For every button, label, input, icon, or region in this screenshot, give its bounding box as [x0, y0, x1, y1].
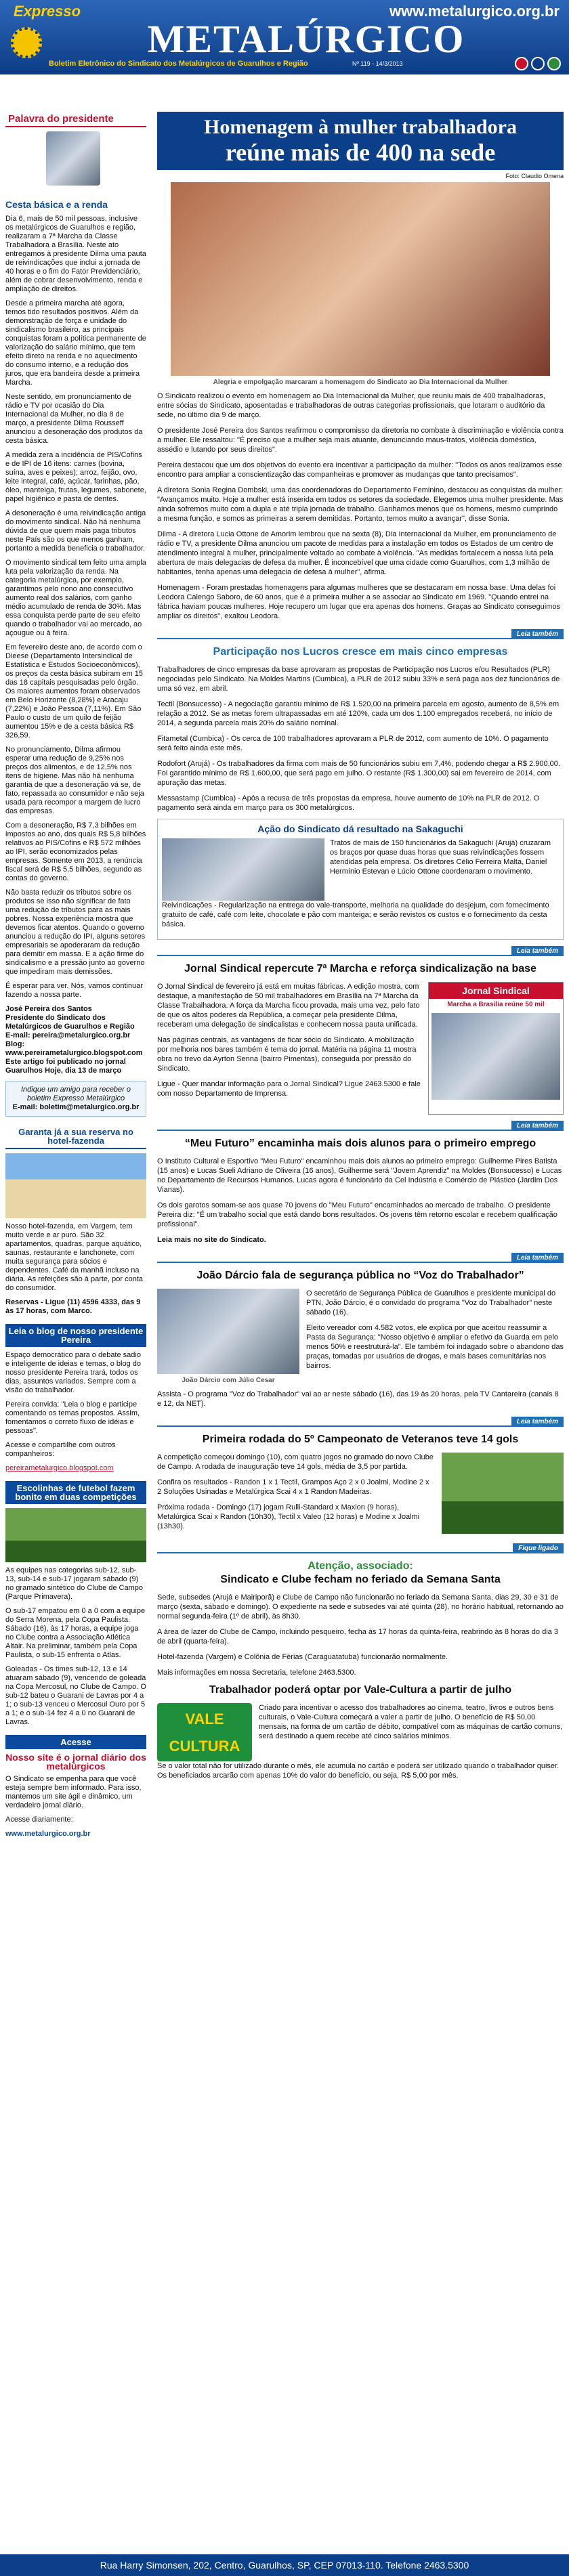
- sakaguchi-photo: [162, 838, 324, 901]
- main-content: [157, 112, 564, 1786]
- leia-tambem-label: Leia também: [511, 629, 564, 639]
- mulher-paragraph: Homenagem - Foram prestadas homenagens para algumas mulheres que se destacaram em nossa base. Uma delas foi Leodora Calengo Saboro, de 60 anos, que é a primeira mulher a se associar ao Sindicato em 1969. "Quando entrei na fábrica haviam poucas mulheres. Hoje recupero um lugar que era apenas dos homens. Graças ao Sindicato conseguimos ampliar os direitos", exaltou Leodora.: [157, 584, 560, 620]
- cesta-title: Cesta básica e a renda: [5, 199, 108, 210]
- mulher-paragraph: Dilma - A diretora Lucia Ottone de Amorim lembrou que na sexta (8), Dia Internacional da Mulher, em pronunciamento de rádio e TV, a presidente Dilma anunciou um pacote de medidas para a instalação em todos os Estados de um centro de atendimento integral à mulher, principalmente voltado ao combate à violência. "As medidas fortalecem a nossa luta pela abertura de mais delegacias de defesa da mulher. É inconcebível que uma cidade como Guarulhos, com 1,3 milhão de habitantes, tenha apenas uma delegacia de defesa à mulher", afirma.: [157, 530, 557, 576]
- sakaguchi-paragraph: Reivindicações - Regularização na entrega do vale-transporte, melhoria na qualidade do desjejum, com fornecimento gratuito de café, café com leite, chocolate e pão com manteiga; e serão revistos os custos e o fornecimento da cesta básica.: [162, 901, 549, 928]
- leia-tambem-label: Leia também: [511, 946, 564, 956]
- seal-icon: [547, 57, 561, 70]
- jornal-paragraph: Ligue - Quer mandar informação para o Jornal Sindical? Ligue 2463.5300 e fale com nosso Departamento de Imprensa.: [157, 1080, 421, 1098]
- cesta-paragraph: No pronunciamento, Dilma afirmou esperar uma redução de 9,25% nos preços dos alimentos, e de 12,5% nos itens de higiene. Mas não há nenhuma garantia de que a desoneração vá se, de fato, repassada ao consumidor e não seja usada para recompor a margem de lucro das empresas.: [5, 746, 144, 815]
- cesta-paragraph: A desoneração é uma reivindicação antiga do movimento sindical. Não há nenhuma dúvida de que quem mais paga tributos neste País são os que menos ganham, portanto a medida beneficia o trabalhador.: [5, 509, 146, 553]
- veteranos-photo: [442, 1453, 564, 1534]
- jornal-thumb-headline: Marcha a Brasília reúne 50 mil: [447, 1001, 545, 1008]
- seguranca-photo: [157, 1289, 299, 1374]
- veteranos-paragraph: A competição começou domingo (10), com quatro jogos no gramado do novo Clube de Campo. A rodada de inauguração teve 14 gols, média de 3,5 por partida.: [157, 1453, 434, 1471]
- hotel-reserva: Reservas - Ligue (11) 4596 4333, das 9 às 17 horas, com Marco.: [5, 1298, 141, 1315]
- escola-paragraph: O sub-17 empatou em 0 a 0 com a equipe do Serra Morena, pela Copa Paulista. Sábado (16), às 17 horas, a equipe joga no Clube contra a Associação Atlética Altair. Na preliminar, também pela Copa Paulista, o sub-15 enfrenta o Atlas.: [5, 1607, 146, 1659]
- vale-cultura-logo: VALE CULTURA: [157, 1703, 252, 1761]
- brand-expresso: Expresso: [14, 3, 81, 20]
- indique-text: Indique um amigo para receber o boletim Expresso Metalúrgico: [20, 1086, 131, 1102]
- leia-tambem-divider: [157, 1415, 564, 1427]
- feriado-title-1: Atenção, associado:: [308, 1560, 413, 1572]
- seguranca-title: João Dárcio fala de segurança pública no “Voz do Trabalhador”: [196, 1270, 524, 1281]
- cesta-paragraph: Dia 6, mais de 50 mil pessoas, inclusive os metalúrgicos de Guarulhos e região, realizaram a 7ª Marcha da Classe Trabalhadora a Brasília. Neste ato entregamos à presidente Dilma uma pauta de reivindicações que inclui a jornada de 40 horas e o fim do Fator Previdenciário, além de cobrar desenvolvimento, renda e ampliação de direitos.: [5, 215, 146, 293]
- president-photo: [46, 131, 100, 186]
- seal-icon: [531, 57, 545, 70]
- futuro-title: “Meu Futuro” encaminha mais dois alunos para o primeiro emprego: [184, 1138, 536, 1149]
- fique-ligado-divider: [157, 1541, 564, 1553]
- indique-email-link[interactable]: E-mail: boletim@metalurgico.org.br: [12, 1103, 140, 1111]
- leia-tambem-divider: [157, 627, 564, 639]
- event-photo: [171, 182, 550, 376]
- mulher-paragraph: O Sindicato realizou o evento em homenagem ao Dia Internacional da Mulher, que reuniu mais de 400 trabalhadoras, entre sócias do Sindicato, aposentadas e trabalhadoras de outras categorias profissionais, que lotaram o auditório da sede, no último dia 9 de março.: [157, 392, 545, 419]
- seguranca-caption: João Dárcio com Júlio Cesar: [182, 1377, 275, 1384]
- acesse-paragraph: O Sindicato se empenha para que você esteja sempre bem informado. Para isso, mantemos um site ágil e dinâmico, um verdadeiro jornal diário.: [5, 1775, 142, 1809]
- site-url-link[interactable]: www.metalurgico.org.br: [389, 3, 560, 20]
- acesse-paragraph: Acesse diariamente:: [5, 1816, 73, 1824]
- cesta-paragraph: É esperar para ver. Nós, vamos continuar fazendo a nossa parte.: [5, 982, 143, 999]
- futuro-paragraph: Leia mais no site do Sindicato.: [157, 1236, 266, 1244]
- mulher-paragraph: Pereira destacou que um dos objetivos do evento era incentivar a participação da mulher: "Todos os anos realizamos esse encontro para ampliar a conscientização das companheiras e promover as mudanças que tanto precisamos".: [157, 461, 562, 479]
- palavra-presidente-heading: Palavra do presidente: [5, 112, 146, 127]
- feriado-paragraph: A área de lazer do Clube de Campo, incluindo pesqueiro, fecha às 17 horas da quinta-feira, reabrindo às 8 horas do dia 3 de abril (quarta-feira).: [157, 1628, 558, 1646]
- leia-tambem-label: Leia também: [511, 1121, 564, 1131]
- indique-box[interactable]: [5, 1081, 146, 1117]
- headline-banner: [157, 112, 564, 170]
- fique-ligado-label: Fique ligado: [513, 1543, 564, 1553]
- blog-paragraph: Pereira convida: "Leia o blog e participe comentando os temas propostos. Assim, fomentamos o correto fluxo de idéias e pessoas".: [5, 1400, 140, 1435]
- acesse-heading: Acesse: [5, 1735, 146, 1749]
- headline-line-1: Homenagem à mulher trabalhadora: [204, 116, 517, 138]
- jornal-thumb-photo: [431, 1013, 560, 1100]
- futuro-paragraph: Os dois garotos somam-se aos quase 70 jovens do "Meu Futuro" encaminhados ao mercado de trabalho. O presidente Pereira diz: "É um trabalho social que está dando bons resultados. Os jovens têm retorno escolar e recebem qualificação profissional".: [157, 1201, 557, 1228]
- photo-credit: Foto: Claudio Omena: [505, 173, 564, 179]
- leia-tambem-label: Leia também: [511, 1253, 564, 1263]
- footer-address: Rua Harry Simonsen, 202, Centro, Guarulhos, SP, CEP 07013-110. Telefone 2463.5300: [0, 2554, 569, 2576]
- feriado-paragraph: Hotel-fazenda (Vargem) e Colônia de Férias (Caraguatatuba) funcionarão normalmente.: [157, 1653, 448, 1661]
- plr-paragraph: Rodofort (Arujá) - Os trabalhadores da firma com mais de 50 funcionários subiu em 7,4%, podendo chegar a R$ 2.900,00. Foi garantido mínimo de R$ 1.600,00, que será pago em julho. O restante (R$ 1.300,00) sai em fevereiro de 2014, com apuração das metas.: [157, 760, 560, 787]
- jornal-paragraph: O Jornal Sindical de fevereiro já está em muitas fábricas. A edição mostra, com destaque, a manifestação de 50 mil trabalhadores em Brasília na 7ª Marcha da Classe Trabalhadora. A força da Marcha ficou provada, mais uma vez, pelo fato de que os altos poderes da República, a começar pela presidente Dilma, receberam uma delegação de sindicalistas e conhecem nossa pauta unificada.: [157, 983, 420, 1029]
- masthead: [0, 0, 569, 74]
- mulher-paragraph: A diretora Sonia Regina Dombski, uma das coordenadoras do Departamento Feminino, destacou as conquistas da mulher: "Avançamos muito. Hoje a mulher está inserida em todos os setores da sociedade. Elegemos uma mulher presidente. Mas ainda sofremos muito com a dupla e até tripla jornada de trabalho. Ganhamos menos que os homens, mesmo cumprindo a mesma função, e somos as primeiras a serem demitidas. Portanto, temos muito a avançar", disse Sonia.: [157, 486, 564, 523]
- brand-title: METALÚRGICO: [147, 17, 465, 61]
- cesta-paragraph: Não basta reduzir os tributos sobre os produtos se isso não significar de fato uma redução de tributos para as mais pobres. Nossa experiência mostra que devemos ficar atentos. Quando o governo anunciou a redução do IPI, alguns setores empresariais se apoderaram da redução para demitir em massa. E a ação firme do sindicalismo e a pressão junto ao governo que impediram mais demissões.: [5, 888, 146, 976]
- leia-tambem-divider: [157, 1119, 564, 1131]
- jornal-paragraph: Nas páginas centrais, as vantagens de ficar sócio do Sindicato. A mobilização por melhoria nos bares também é tema do jornal. Matéria na página 11 mostra obra no trevo da Ayrton Senna (bairro Pimentas), conseguida por pressão do Sindicato.: [157, 1036, 417, 1073]
- plr-paragraph: Trabalhadores de cinco empresas da base aprovaram as propostas de Participação nos Lucros e/ou Resultados (PLR) negociadas pelo Sindicato. Na Moldes Martins (Cumbica), a PLR de 2012 subiu 33% e será paga aos dez funcionários de uma só vez, em abril.: [157, 666, 560, 693]
- cesta-paragraph: A medida zera a incidência de PIS/Cofins e de IPI de 16 itens: carnes (bovina, suína, aves e peixes); arroz, feijão, ovo, leite integral, café, açúcar, farinhas, pão, óleo, manteiga, frutas, legumes, sabonete, papel higiênico e pasta de dentes.: [5, 451, 146, 503]
- leia-tambem-divider: [157, 1251, 564, 1263]
- escola-paragraph: Goleadas - Os times sub-12, 13 e 14 atuaram sábado (9), vencendo de goleada na Copa Mercosul, no Clube de Campo. O sub-12 bateu o Guarani de Lavras por 4 a 1; o sub-13 venceu o Mercosul Ouro por 5 a 1; e o sub-14 fez 4 a 0 no Guarani de Lavras.: [5, 1665, 146, 1726]
- seal-icon: [515, 57, 528, 70]
- gear-logo-icon: [11, 27, 42, 58]
- blog-url-link[interactable]: pereirametalurgico.blogspot.com: [5, 1464, 114, 1472]
- sakaguchi-paragraph: Tratos de mais de 150 funcionários da Sakaguchi (Arujá) cruzaram os braços por quase duas horas que suas reivindicações fossem atendidas pela empresa. Os diretores Célio Ferreira Malta, Daniel Hermínio Estevan e Lúcio Ottone coordenaram o movimento.: [330, 839, 551, 876]
- vale-paragraph: Se o valor total não for utilizado durante o mês, ele acumula no cartão e poderá ser utilizado quando o trabalhador quiser. Os beneficiados arcarão com apenas 10% do valor do benefício, ou seja, R$ 5,00 por mês.: [157, 1762, 560, 1780]
- headline-line-2: reúne mais de 400 na sede: [225, 139, 496, 166]
- cesta-paragraph: Desde a primeira marcha até agora, temos tido resultados positivos. Além da demonstração de força e unidade do sindicalismo brasileiro, as principais conquistas foram a política permanente de valorização do salário mínimo, que tem efeito direto na renda e no aquecimento do consumo interno, e a redução dos juros, que era bandeira desde a primeira Marcha.: [5, 299, 146, 387]
- seguranca-paragraph: Eleito vereador com 4.582 votos, ele explica por que aceitou reassumir a Pasta da Segurança: "Nosso objetivo é ampliar o efetivo da Guarda em pelo menos 50% e reestruturá-la". Ele também foi indagado sobre o abandono das praças, tomadas por usuários de drogas, e mais bases comunitárias nos bairros.: [306, 1324, 564, 1370]
- leia-tambem-label: Leia também: [511, 1417, 564, 1427]
- brand-subline: Boletim Eletrônico do Sindicato dos Metalúrgicos de Guarulhos e Região: [49, 60, 308, 68]
- hotel-heading: Garanta já a sua reserva no hotel-fazenda: [5, 1125, 146, 1149]
- vale-title: Trabalhador poderá optar por Vale-Cultura a partir de julho: [209, 1684, 512, 1696]
- plr-paragraph: Fitametal (Cumbica) - Os cerca de 100 trabalhadores aprovaram a PLR de 2012, com aumento de 10%. O pagamento será feito ainda este mês.: [157, 735, 549, 752]
- blog-paragraph: Espaço democrático para o debate sadio e inteligente de ideias e temas, o blog do nosso presidente Pereira trará, todos os dias, assuntos variados. Sempre com a visão do trabalhador.: [5, 1351, 141, 1394]
- plr-paragraph: Tectil (Bonsucesso) - A negociação garantiu mínimo de R$ 1.520,00 na primeira parcela em agosto, aumento de 8,5% em relação a 2012. Se as metas forem ultrapassadas em até 120%, cada um dos 1.100 empregados receberá, no início de 2014, a segunda parcela mais 20% do salário nominal.: [157, 700, 560, 727]
- escola-paragraph: As equipes nas categorias sub-12, sub-13, sub-14 e sub-17 jogaram sábado (9) no gramado sintético do Clube de Campo (Parque Primavera).: [5, 1566, 144, 1601]
- seguranca-paragraph: O secretário de Segurança Pública de Guarulhos e presidente municipal do PTN, João Dárcio, é o convidado do programa "Voz do Trabalhador" neste sábado (16).: [306, 1289, 556, 1316]
- partner-seals: [515, 57, 561, 70]
- cesta-paragraph: Com a desoneração, R$ 7,3 bilhões em impostos ao ano, dos quais R$ 5,8 bilhões relativos ao PIS/Cofins e R$ 572 milhões ao IPI, serão economizados pelas empresas. Somente em 2013, a renúncia fiscal será de R$ 5,5 bilhões, segundo as contas do governo.: [5, 821, 146, 882]
- sakaguchi-box: [157, 819, 564, 940]
- sakaguchi-title: Ação do Sindicato dá resultado na Sakaguchi: [257, 823, 463, 834]
- feriado-paragraph: Mais informações em nossa Secretaria, telefone 2463.5300.: [157, 1669, 356, 1677]
- president-signature: José Pereira dos Santos Presidente do Sindicato dos Metalúrgicos de Guarulhos e Região E-mail: pereira@metalurgico.org.br Blog: www.pereirametalurgico.blogspot.com Este artigo foi publicado no jornal Guarulhos Hoje, dia 13 de março: [5, 1005, 143, 1075]
- veteranos-paragraph: Próxima rodada - Domingo (17) jogam Rulli-Standard x Maxion (9 horas), Metalúrgica Scai x Randon (10h30), Tectil x Valeo (12 horas) e Modine x Joalmi (13h30).: [157, 1503, 420, 1530]
- blog-paragraph: Acesse e compartilhe com outros companheiros:: [5, 1441, 116, 1458]
- hotel-paragraph: Nosso hotel-fazenda, em Vargem, tem muito verde e ar puro. São 32 apartamentos, quadras, parque aquático, saunas, restaurante e lanchonete, com muita segurança para sócios e dependentes. Café da manhã incluso na diária. As refeições são à parte, por conta do consumidor.: [5, 1222, 144, 1292]
- edition-number: Nº 119 - 14/3/2013: [352, 60, 403, 67]
- veteranos-title: Primeira rodada do 5º Campeonato de Veteranos teve 14 gols: [202, 1434, 519, 1445]
- cesta-paragraph: O movimento sindical tem feito uma ampla luta pela valorização da renda. Na categoria metalúrgica, por exemplo, garantimos pelo nono ano consecutivo aumento real dos salários, com ganho médio acumulado de renda de 30%. Mas essa conquista perde parte de seu efeito quando o trabalhador vai ao mercado, ao açougue ou à feira.: [5, 559, 146, 637]
- veteranos-paragraph: Confira os resultados - Randon 1 x 1 Tectil, Grampos Aço 2 x 0 Joalmi, Modine 2 x 2 Soluções Usinadas e Metalúrgica Scai 4 x 1 Randon Madeiras.: [157, 1478, 429, 1496]
- left-sidebar: [5, 112, 146, 2523]
- seguranca-paragraph: Assista - O programa "Voz do Trabalhador" vai ao ar neste sábado (16), das 19 às 20 horas, pela TV Cantareira (canais 8 e 12, da NET).: [157, 1390, 559, 1408]
- jornal-thumb-title: Jornal Sindical: [429, 983, 563, 999]
- cesta-paragraph: Em fevereiro deste ano, de acordo com o Dieese (Departamento Intersindical de Estatística e Estudos Socioeconômicos), os preços da cesta básica subiram em 15 das 18 capitais pesquisadas pelo órgão. Os maiores aumentos foram observados em Belo Horizonte (8,28%) e Aracaju (7,22%) e João Pessoa (7,11%). Em São Paulo o custo de um quilo de feijão aumentou 15% e de a cesta básica R$ 326,59.: [5, 643, 143, 739]
- plr-title: Participação nos Lucros cresce em mais cinco empresas: [213, 646, 508, 658]
- escolinhas-heading: Escolinhas de futebol fazem bonito em duas competições: [5, 1481, 146, 1504]
- feriado-paragraph: Sede, subsedes (Arujá e Mairiporã) e Clube de Campo não funcionarão no feriado da Semana Santa, dias 29, 30 e 31 de março (sexta, sábado e domingo). O expediente na sede e subsedes vai até quinta (28), no horário habitual, retornando ao normal segunda-feira (1º de abril), às 8h30.: [157, 1593, 564, 1620]
- acesse-title: Nosso site é o jornal diário dos metalúrgicos: [5, 1752, 146, 1772]
- team-photo: [5, 1508, 146, 1562]
- hotel-photo: [5, 1153, 146, 1218]
- mulher-paragraph: O presidente José Pereira dos Santos reafirmou o compromisso da diretoria no combate à discriminação e violência contra a mulher. Ele ressaltou: "É preciso que a mulher seja mais atuante, denunciando maus-tratos, violência doméstica, assédio e lutando por seus direitos".: [157, 427, 564, 454]
- jornal-title: Jornal Sindical repercute 7ª Marcha e reforça sindicalização na base: [184, 963, 536, 974]
- blog-heading: Leia o blog de nosso presidente Pereira: [5, 1324, 146, 1347]
- acesse-url-link[interactable]: www.metalurgico.org.br: [5, 1830, 91, 1838]
- cesta-paragraph: Neste sentido, em pronunciamento de rádio e TV por ocasião do Dia Internacional da Mulher, no dia 8 de março, a presidente Dilma Rousseff anunciou a desoneração dos produtos da cesta básica.: [5, 393, 143, 445]
- jornal-thumbnail[interactable]: [428, 982, 564, 1115]
- event-photo-caption: Alegria e empolgação marcaram a homenagem do Sindicato ao Dia Internacional da Mulher: [213, 379, 508, 386]
- leia-tambem-divider: [157, 944, 564, 956]
- vale-paragraph: Criado para incentivar o acesso dos trabalhadores ao cinema, teatro, livros e outros bens culturais, o Vale-Cultura começará a valer a partir de julho. O benefício de R$ 50,00 mensais, na forma de um cartão de débito, compatível com as máquinas de cartão comuns, será destinado a quem recebe até cinco salários mínimos.: [259, 1704, 563, 1740]
- plr-paragraph: Messastamp (Cumbica) - Após a recusa de três propostas da empresa, houve aumento de 10% na PLR de 2012. O pagamento será ainda em março para os 300 metalúrgicos.: [157, 794, 540, 812]
- futuro-paragraph: O Instituto Cultural e Esportivo "Meu Futuro" encaminhou mais dois alunos ao primeiro emprego: Guilherme Pires Batista (15 anos) e Lucas Sueli Adriano de Oliveira (16 anos), Guilherme será "Jovem Aprendiz" na Moldes (Bonsucesso) e Lucas no Departamento de Recursos Humanos. Lucas agora é funcionário da Cel Indústria e Comércio de Plástico (Jardim Dos Vianas).: [157, 1157, 562, 1194]
- feriado-title-2: Sindicato e Clube fecham no feriado da Semana Santa: [220, 1574, 501, 1585]
